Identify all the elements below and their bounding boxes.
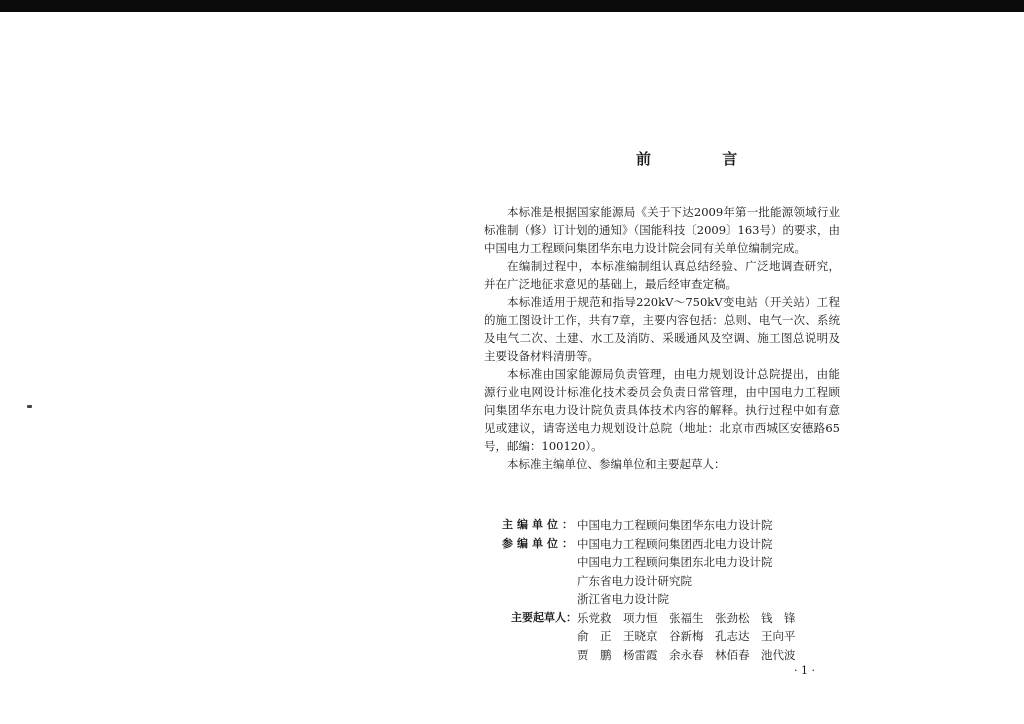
paragraph: 在编制过程中，本标准编制组认真总结经验、广泛地调查研究，并在广泛地征求意见的基础上，最后经审查定稿。	[484, 259, 840, 291]
drafter-name: 杨雷霞	[623, 647, 658, 662]
page-title: 前 言	[636, 150, 771, 168]
drafter-name: 张劲松	[715, 610, 750, 625]
participant-unit: 广东省电力设计研究院	[577, 573, 692, 588]
participant-row	[484, 572, 844, 591]
drafter-name: 谷新梅	[669, 629, 704, 643]
scan-top-border	[0, 0, 1024, 12]
paragraph: 本标准适用于规范和指导220kV～750kV变电站（开关站）工程的施工图设计工作，共有7章，主要内容包括：总则、电气一次、系统及电气二次、土建、水工及消防、采暖通风及空调、施工图总说明及主要设备材料清册等。	[484, 295, 840, 363]
participant-row	[484, 590, 844, 609]
drafter-name: 王向平	[761, 629, 796, 643]
drafter-name: 张福生	[669, 610, 704, 625]
drafter-name: 乐党救	[577, 610, 612, 625]
drafter-name: 项力恒	[623, 610, 658, 625]
participant-unit: 浙江省电力设计院	[577, 592, 669, 606]
foreword-body	[484, 203, 840, 473]
drafters-row	[484, 646, 844, 665]
drafter-name: 王晓京	[623, 629, 658, 643]
drafter-name: 贾 鹏	[577, 647, 612, 662]
participant-unit: 中国电力工程顾问集团东北电力设计院	[577, 555, 773, 569]
participant-unit: 中国电力工程顾问集团西北电力设计院	[577, 536, 773, 551]
participant-row	[484, 553, 844, 572]
paragraph: 本标准是根据国家能源局《关于下达2009年第一批能源领域行业标准制（修）订计划的通知》（国能科技〔2009〕163号）的要求，由中国电力工程顾问集团华东电力设计院会同有关单位编制完成。	[484, 205, 840, 255]
scan-speck	[27, 405, 32, 408]
paragraph: 本标准主编单位、参编单位和主要起草人：	[507, 457, 726, 471]
credits-block	[484, 516, 844, 664]
paragraph: 本标准由国家能源局负责管理，由电力规划设计总院提出，由能源行业电网设计标准化技术委员会负责日常管理，由中国电力工程顾问集团华东电力设计院负责具体技术内容的解释。执行过程中如有意见或建议，请寄送电力规划设计总院（地址：北京市西城区安德路65号，邮编：100120）。	[484, 367, 840, 453]
chief-editor-unit: 中国电力工程顾问集团华东电力设计院	[577, 518, 773, 532]
drafter-name: 池代波	[761, 647, 796, 662]
page-number: · 1 ·	[794, 664, 815, 677]
drafter-name: 林佰春	[715, 647, 750, 662]
drafter-name: 余永春	[669, 647, 704, 662]
drafter-name: 孔志达	[715, 629, 750, 643]
drafters-row	[484, 627, 844, 646]
drafter-name: 钱 锋	[761, 610, 796, 625]
chief-editor-row	[484, 516, 844, 535]
participant-row	[484, 535, 844, 554]
drafters-label: 主要起草人：	[511, 610, 577, 624]
drafters-row	[484, 609, 844, 628]
drafter-name: 俞 正	[577, 629, 612, 643]
participants-label: 参编单位：	[502, 536, 577, 550]
chief-editor-label: 主编单位：	[502, 518, 577, 531]
